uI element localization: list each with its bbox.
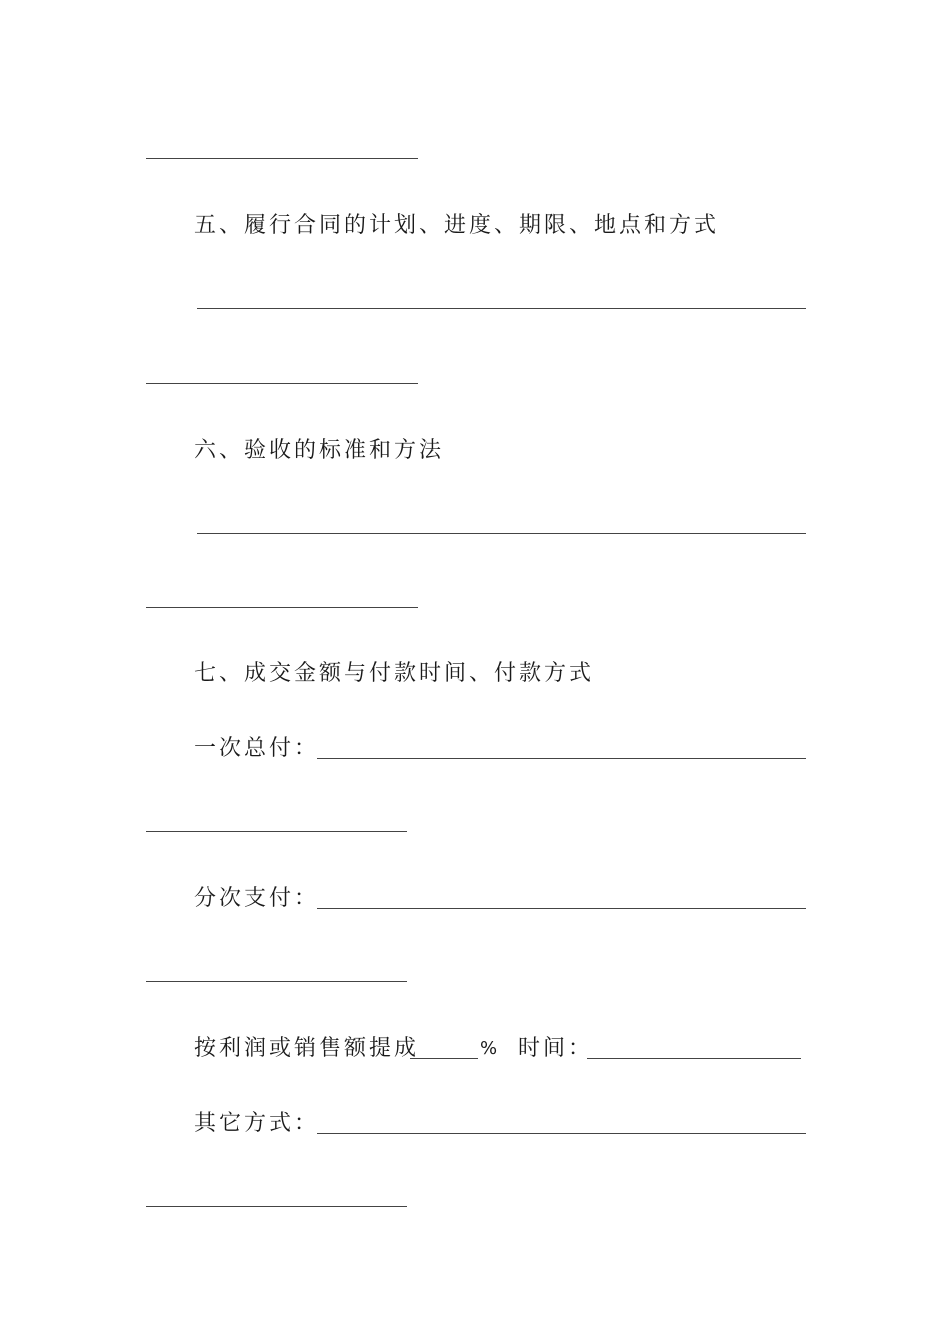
installment-label: 分次支付： (194, 886, 320, 911)
blank-line[interactable] (197, 308, 806, 309)
other-method-label: 其它方式： (194, 1111, 320, 1136)
blank-line[interactable] (146, 383, 418, 384)
lump-sum-label: 一次总付： (194, 736, 320, 761)
time-field[interactable] (587, 1058, 801, 1059)
other-method-field[interactable] (317, 1133, 806, 1134)
time-label: 时间： (518, 1036, 594, 1061)
blank-line[interactable] (146, 158, 418, 159)
section-6-heading: 六、验收的标准和方法 (194, 438, 445, 463)
blank-line[interactable] (197, 533, 806, 534)
lump-sum-field[interactable] (317, 758, 806, 759)
blank-line[interactable] (146, 981, 407, 982)
blank-line[interactable] (146, 607, 418, 608)
percent-sign: % (480, 1038, 498, 1059)
blank-line[interactable] (146, 831, 407, 832)
section-5-heading: 五、履行合同的计划、进度、期限、地点和方式 (194, 213, 720, 238)
commission-label: 按利润或销售额提成 (194, 1036, 420, 1061)
commission-percent-field[interactable] (410, 1058, 478, 1059)
installment-field[interactable] (317, 908, 806, 909)
section-7-heading: 七、成交金额与付款时间、付款方式 (194, 661, 595, 686)
blank-line[interactable] (146, 1206, 407, 1207)
